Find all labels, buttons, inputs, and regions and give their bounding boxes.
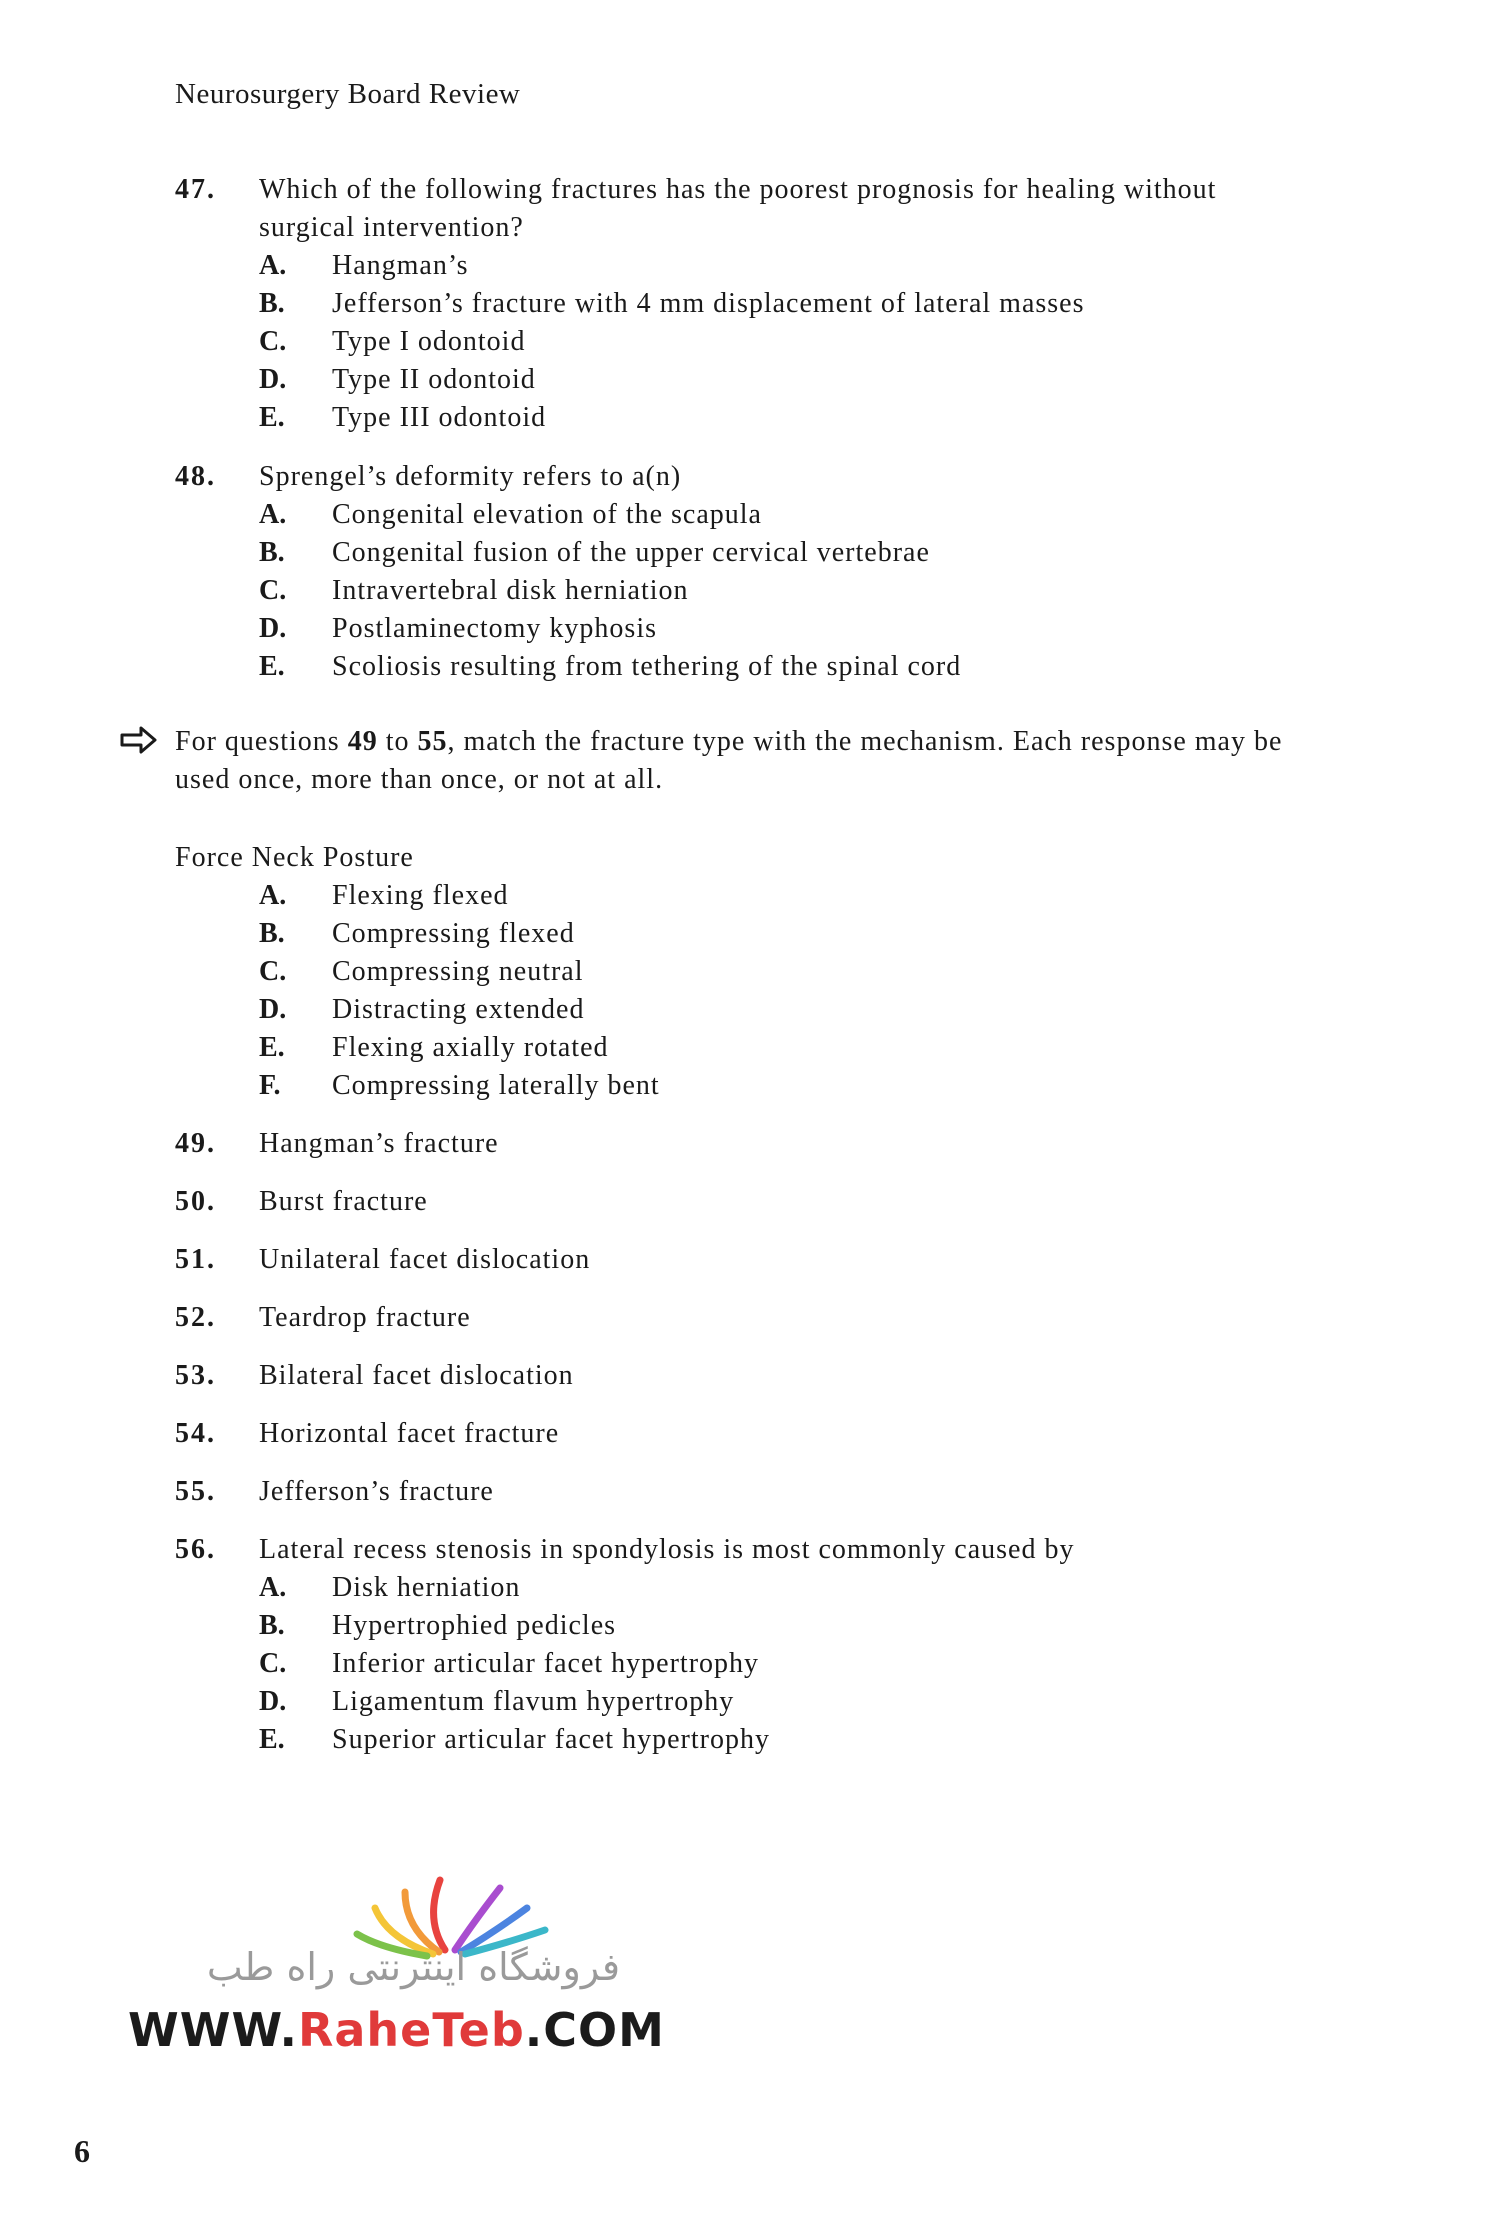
matching-item-49 (175, 1125, 1315, 1163)
answer-option (259, 1569, 1315, 1607)
question-number: 56. (175, 1534, 216, 1565)
option-letter: E. (259, 1032, 285, 1063)
running-header: Neurosurgery Board Review (175, 78, 521, 110)
option-text: Type III odontoid (332, 402, 547, 433)
matching-option (259, 953, 660, 991)
answer-option (259, 361, 1315, 399)
arrow-right-icon (119, 723, 159, 761)
store-name-persian: فروشگاه اینترنتی راه طب (206, 1945, 620, 1989)
question-48 (175, 458, 1315, 686)
note-suffix: , match the fracture type with the mechanism. Each response may be used once, more than once, or not at all. (175, 726, 1283, 795)
question-stem: Unilateral facet dislocation (259, 1244, 591, 1275)
option-letter: C. (259, 956, 287, 987)
option-letter: C. (259, 575, 287, 606)
question-stem: Horizontal facet fracture (259, 1418, 560, 1449)
matching-item-55 (175, 1473, 1315, 1511)
option-text: Inferior articular facet hypertrophy (332, 1648, 760, 1679)
matching-option (259, 877, 660, 915)
matching-header: Force Neck Posture (175, 842, 414, 873)
option-letter: A. (259, 1572, 287, 1603)
option-text: Type I odontoid (332, 326, 526, 357)
option-letter: D. (259, 364, 287, 395)
option-text: Scoliosis resulting from tethering of the spinal cord (332, 651, 962, 682)
answer-option (259, 572, 1315, 610)
option-text: Hangman’s (332, 250, 469, 281)
question-number: 55. (175, 1476, 216, 1507)
question-stem: Bilateral facet dislocation (259, 1360, 574, 1391)
matching-instructions (175, 723, 1305, 799)
question-stem: Which of the following fractures has the poorest prognosis for healing without surgical intervention? (259, 174, 1217, 243)
option-text: Ligamentum flavum hypertrophy (332, 1686, 735, 1717)
option-text: Postlaminectomy kyphosis (332, 613, 657, 644)
option-letter: B. (259, 918, 285, 949)
note-prefix: For questions (175, 726, 348, 757)
url-brand: RaheTeb (297, 2003, 525, 2057)
question-number: 49. (175, 1128, 216, 1159)
option-letter: D. (259, 613, 287, 644)
question-stem: Burst fracture (259, 1186, 428, 1217)
question-47 (175, 171, 1315, 437)
matching-options (175, 877, 660, 1105)
question-stem: Lateral recess stenosis in spondylosis is most commonly caused by (259, 1534, 1075, 1565)
option-letter: D. (259, 1686, 287, 1717)
question-number: 53. (175, 1360, 216, 1391)
option-text: Hypertrophied pedicles (332, 1610, 617, 1641)
question-56 (175, 1531, 1315, 1759)
answer-option (259, 1683, 1315, 1721)
question-number: 51. (175, 1244, 216, 1275)
page-number: 6 (74, 2133, 90, 2169)
option-letter: D. (259, 994, 287, 1025)
matching-item-50 (175, 1183, 1315, 1221)
answer-option (259, 1607, 1315, 1645)
option-text: Disk herniation (332, 1572, 521, 1603)
option-letter: A. (259, 880, 287, 911)
question-stem: Hangman’s fracture (259, 1128, 499, 1159)
option-letter: B. (259, 1610, 285, 1641)
option-letter: A. (259, 499, 287, 530)
answer-option (259, 1721, 1315, 1759)
note-middle: to (377, 726, 418, 757)
option-letter: B. (259, 537, 285, 568)
option-text: Compressing neutral (332, 956, 584, 987)
store-url (128, 2003, 665, 2057)
matching-item-51 (175, 1241, 1315, 1279)
matching-item-53 (175, 1357, 1315, 1395)
option-text: Flexing axially rotated (332, 1032, 609, 1063)
answer-option (259, 648, 1315, 686)
option-letter: B. (259, 288, 285, 319)
option-letter: C. (259, 326, 287, 357)
answer-option (259, 399, 1315, 437)
question-number: 54. (175, 1418, 216, 1449)
matching-option (259, 1029, 660, 1067)
question-stem: Sprengel’s deformity refers to a(n) (259, 461, 682, 492)
option-text: Jefferson’s fracture with 4 mm displacement of lateral masses (332, 288, 1085, 319)
option-letter: E. (259, 651, 285, 682)
question-number: 52. (175, 1302, 216, 1333)
answer-option (259, 610, 1315, 648)
option-text: Compressing flexed (332, 918, 575, 949)
option-letter: E. (259, 1724, 285, 1755)
option-text: Intravertebral disk herniation (332, 575, 689, 606)
note-range-to: 55 (417, 726, 448, 757)
question-stem: Jefferson’s fracture (259, 1476, 494, 1507)
matching-item-54 (175, 1415, 1315, 1453)
question-number: 50. (175, 1186, 216, 1217)
question-number: 48. (175, 461, 216, 492)
answer-option (259, 534, 1315, 572)
answer-option (259, 323, 1315, 361)
question-number: 47. (175, 174, 216, 205)
option-text: Compressing laterally bent (332, 1070, 660, 1101)
matching-option (259, 915, 660, 953)
option-text: Type II odontoid (332, 364, 536, 395)
option-letter: E. (259, 402, 285, 433)
answer-option (259, 496, 1315, 534)
answer-option (259, 247, 1315, 285)
option-letter: A. (259, 250, 287, 281)
url-prefix: WWW. (128, 2003, 298, 2057)
option-letter: C. (259, 1648, 287, 1679)
option-letter: F. (259, 1070, 281, 1101)
matching-option (259, 1067, 660, 1105)
option-text: Flexing flexed (332, 880, 509, 911)
note-range-from: 49 (347, 726, 378, 757)
matching-option (259, 991, 660, 1029)
question-stem: Teardrop fracture (259, 1302, 471, 1333)
answer-option (259, 285, 1315, 323)
option-text: Congenital fusion of the upper cervical vertebrae (332, 537, 930, 568)
option-text: Congenital elevation of the scapula (332, 499, 762, 530)
option-text: Distracting extended (332, 994, 585, 1025)
option-text: Superior articular facet hypertrophy (332, 1724, 770, 1755)
answer-option (259, 1645, 1315, 1683)
url-suffix: .COM (524, 2003, 665, 2057)
matching-item-52 (175, 1299, 1315, 1337)
